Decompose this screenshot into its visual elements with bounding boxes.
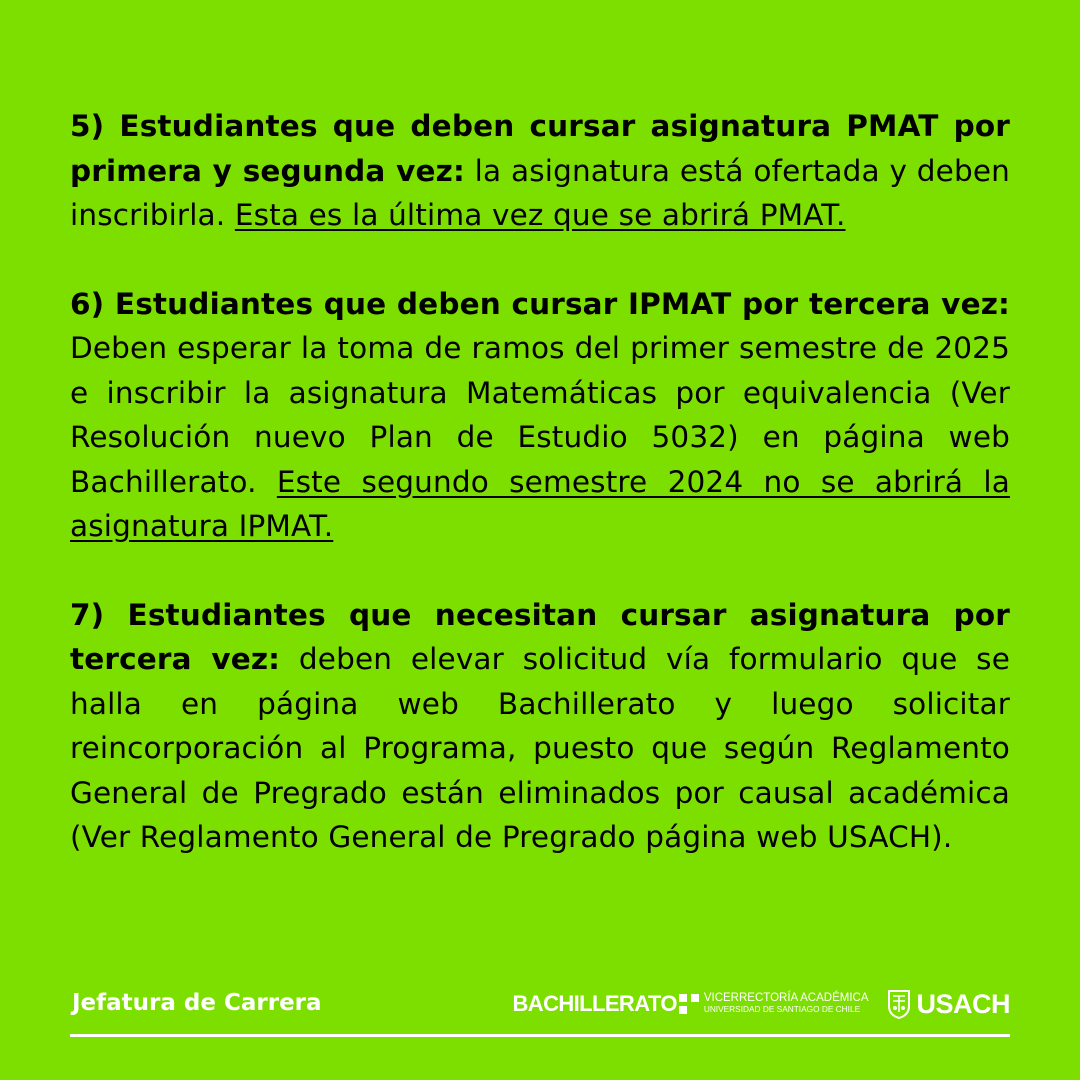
item-5-paragraph	[70, 104, 1010, 238]
item-7-text: deben elevar solicitud vía formulario que se halla en página web Bachillerato y luego solicitar reincorporación al Programa, puesto que según Reglamento General de Pregrado están eliminados por causal académica (Ver Reglamento General de Pregrado página web USACH).	[70, 642, 1011, 854]
item-6-paragraph	[70, 282, 1010, 549]
footer-divider	[70, 1034, 1010, 1037]
vicerrectoria-logo	[704, 993, 869, 1015]
item-6-underlined-note: Este segundo semestre 2024 no se abrirá la asignatura IPMAT.	[70, 464, 1010, 543]
footer	[70, 986, 1010, 1022]
item-6-heading: 6) Estudiantes que deben cursar IPMAT por tercera vez:	[70, 286, 1010, 321]
university-seal-icon	[886, 988, 912, 1020]
item-5-text: la asignatura está ofertada y deben inscribirla.	[70, 153, 1011, 232]
bachillerato-mark-icon	[679, 994, 699, 1014]
logo-group	[513, 986, 1010, 1022]
universidad-line: UNIVERSIDAD DE SANTIAGO DE CHILE	[703, 1004, 861, 1014]
signature: Jefatura de Carrera	[72, 990, 322, 1016]
item-5-heading: 5) Estudiantes que deben cursar asignatura PMAT por primera y segunda vez:	[70, 109, 1010, 188]
usach-logo-text: USACH	[916, 989, 1010, 1019]
announcement-body	[70, 104, 1010, 904]
bachillerato-logo-text: BACHILLERATO	[512, 991, 677, 1016]
item-7-paragraph	[70, 593, 1010, 860]
item-7-heading: 7) Estudiantes que necesitan cursar asignatura por tercera vez:	[70, 597, 1010, 676]
item-5-underlined-note: Esta es la última vez que se abrirá PMAT.	[234, 198, 846, 232]
vicerrectoria-line: VICERRECTORÍA ACADÉMICA	[703, 992, 869, 1004]
item-6-text: Deben esperar la toma de ramos del primer semestre de 2025 e inscribir la asignatura Matemáticas por equivalencia (Ver Resolución nuevo Plan de Estudio 5032) en página web Bachillerato.	[70, 331, 1010, 499]
